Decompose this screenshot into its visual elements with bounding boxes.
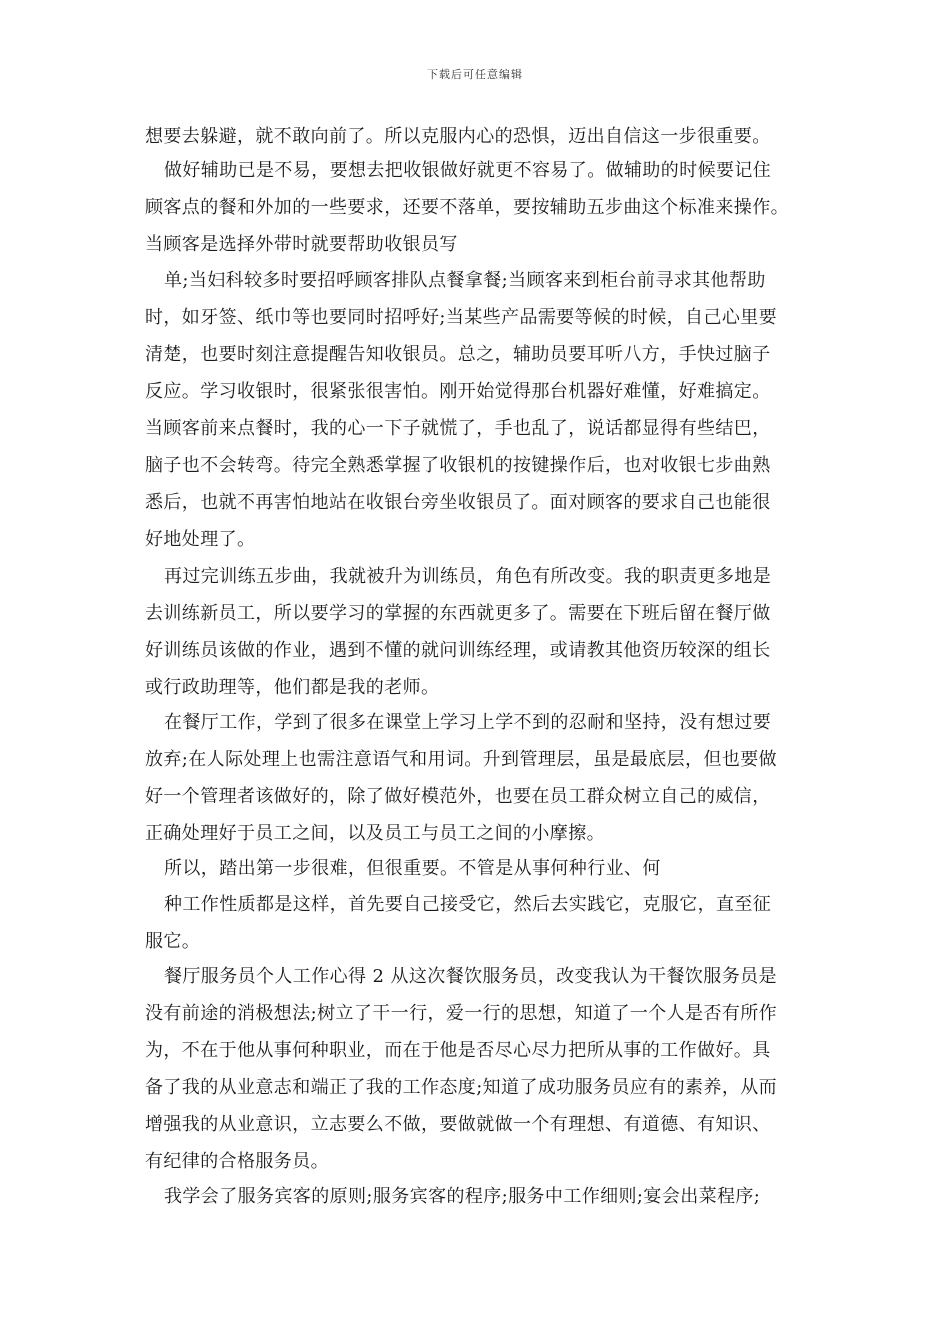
text-line: 种工作性质都是这样，首先要自己接受它，然后去实践它，克服它，直至征 bbox=[164, 894, 772, 915]
text-line: 所以，踏出第一步很难，但很重要。不管是从事何种行业、何 bbox=[164, 858, 661, 879]
text-line: 好训练员该做的作业，遇到不懂的就问训练经理，或请教其他资历较深的组长 bbox=[145, 640, 771, 661]
text-line: 没有前途的消极想法;树立了干一行，爱一行的思想，知道了一个人是否有所作 bbox=[145, 1003, 778, 1024]
text-line: 去训练新员工，所以要学习的掌握的东西就更多了。需要在下班后留在餐厅做 bbox=[145, 603, 771, 624]
text-line: 时，如牙签、纸巾等也要同时招呼好;当某些产品需要等候的时候，自己心里要 bbox=[145, 307, 778, 328]
text-line: 单;当妇科较多时要招呼顾客排队点餐拿餐;当顾客来到柜台前寻求其他帮助 bbox=[164, 270, 766, 291]
text-line: 做好辅助已是不易，要想去把收银做好就更不容易了。做辅助的时候要记住 bbox=[164, 160, 772, 181]
text-line: 餐厅服务员个人工作心得 2 从这次餐饮服务员，改变我认为干餐饮服务员是 bbox=[164, 966, 777, 987]
text-line: 好一个管理者该做好的，除了做好模范外，也要在员工群众树立自己的威信， bbox=[145, 786, 771, 807]
text-line: 备了我的从业意志和端正了我的工作态度;知道了成功服务员应有的素养，从而 bbox=[145, 1077, 778, 1098]
text-line: 正确处理好于员工之间，以及员工与员工之间的小摩擦。 bbox=[145, 823, 605, 844]
text-line: 放弃;在人际处理上也需注意语气和用词。升到管理层，虽是最底层，但也要做 bbox=[145, 749, 778, 770]
text-line: 反应。学习收银时，很紧张很害怕。刚开始觉得那台机器好难懂，好难搞定。 bbox=[145, 381, 771, 402]
text-line: 或行政助理等，他们都是我的老师。 bbox=[145, 677, 440, 698]
text-line: 悉后，也就不再害怕地站在收银台旁坐收银员了。面对顾客的要求自己也能很 bbox=[145, 492, 771, 513]
text-line: 再过完训练五步曲，我就被升为训练员，角色有所改变。我的职责更多地是 bbox=[164, 566, 772, 587]
text-line: 有纪律的合格服务员。 bbox=[145, 1151, 329, 1172]
text-line: 当顾客前来点餐时，我的心一下子就慌了，手也乱了，说话都显得有些结巴， bbox=[145, 418, 771, 439]
text-line: 增强我的从业意识，立志要么不做，要做就做一个有理想、有道德、有知识、 bbox=[145, 1114, 771, 1135]
page-header: 下载后可任意编辑 bbox=[427, 68, 523, 81]
text-line: 在餐厅工作，学到了很多在课堂上学习上学不到的忍耐和坚持，没有想过要 bbox=[164, 712, 772, 733]
text-line: 服它。 bbox=[145, 931, 201, 952]
text-line: 清楚，也要时刻注意提醒告知收银员。总之，辅助员要耳听八方，手快过脑子 bbox=[145, 344, 771, 365]
text-line: 为，不在于他从事何种职业，而在于他是否尽心尽力把所从事的工作做好。具 bbox=[145, 1040, 771, 1061]
text-line: 我学会了服务宾客的原则;服务宾客的程序;服务中工作细则;宴会出菜程序; bbox=[164, 1186, 761, 1207]
text-line: 顾客点的餐和外加的一些要求，还要不落单，要按辅助五步曲这个标准来操作。 bbox=[145, 197, 789, 218]
text-line: 好地处理了。 bbox=[145, 529, 256, 550]
text-line: 想要去躲避，就不敢向前了。所以克服内心的恐惧，迈出自信这一步很重要。 bbox=[145, 126, 771, 147]
text-line: 当顾客是选择外带时就要帮助收银员写 bbox=[145, 234, 458, 255]
text-line: 脑子也不会转弯。待完全熟悉掌握了收银机的按键操作后，也对收银七步曲熟 bbox=[145, 455, 771, 476]
